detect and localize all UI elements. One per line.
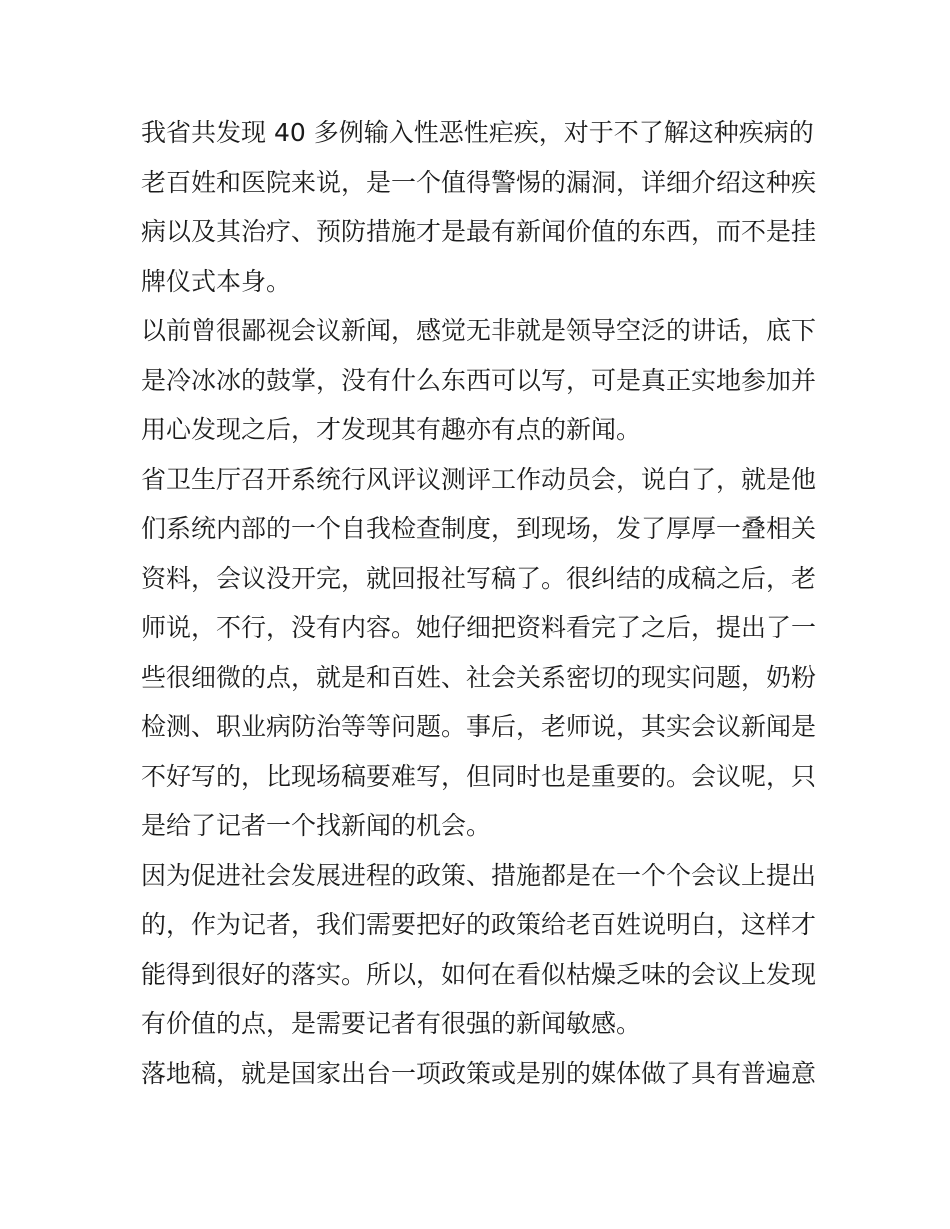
text-line: 些很细微的点，就是和百姓、社会关系密切的现实问题，奶粉 <box>141 662 817 692</box>
text-line: 是冷冰冰的鼓掌，没有什么东西可以写，可是真正实地参加并 <box>141 365 817 395</box>
text-line: 检测、职业病防治等等问题。事后，老师说，其实会议新闻是 <box>141 712 817 741</box>
text-line: 以前曾很鄙视会议新闻，感觉无非就是领导空泛的讲话，底下 <box>141 316 817 345</box>
text-line: 师说，不行，没有内容。她仔细把资料看完了之后，提出了一 <box>141 613 817 642</box>
paragraph-1 <box>141 108 817 306</box>
text-line: 有价值的点，是需要记者有很强的新闻敏感。 <box>141 1009 642 1038</box>
paragraph-5 <box>141 1049 817 1099</box>
text-line: 是给了记者一个找新闻的机会。 <box>141 811 492 840</box>
text-line: 用心发现之后，才发现其有趣亦有点的新闻。 <box>141 415 642 444</box>
text-line: 病以及其治疗、预防措施才是最有新闻价值的东西，而不是挂 <box>141 217 817 246</box>
paragraph-3 <box>141 455 817 851</box>
text-line: 我省共发现 40 多例输入性恶性疟疾，对于不了解这种疾病的 <box>141 118 814 147</box>
text-line: 因为促进社会发展进程的政策、措施都是在一个个会议上提出 <box>141 860 817 890</box>
text-line: 资料，会议没开完，就回报社写稿了。很纠结的成稿之后，老 <box>141 563 817 593</box>
text-line: 的，作为记者，我们需要把好的政策给老百姓说明白，这样才 <box>141 910 817 939</box>
text-line: 能得到很好的落实。所以，如何在看似枯燥乏味的会议上发现 <box>141 959 817 989</box>
paragraph-2 <box>141 306 817 455</box>
text-line: 落地稿，就是国家出台一项政策或是别的媒体做了具有普遍意 <box>141 1058 817 1088</box>
text-line: 不好写的，比现场稿要难写，但同时也是重要的。会议呢，只 <box>141 761 817 791</box>
document-body <box>141 108 817 1098</box>
text-line: 牌仪式本身。 <box>141 266 292 296</box>
text-line: 老百姓和医院来说，是一个值得警惕的漏洞，详细介绍这种疾 <box>141 167 817 197</box>
paragraph-4 <box>141 851 817 1049</box>
text-line: 们系统内部的一个自我检查制度，到现场，发了厚厚一叠相关 <box>141 514 817 543</box>
text-line: 省卫生厅召开系统行风评议测评工作动员会，说白了，就是他 <box>141 464 817 494</box>
